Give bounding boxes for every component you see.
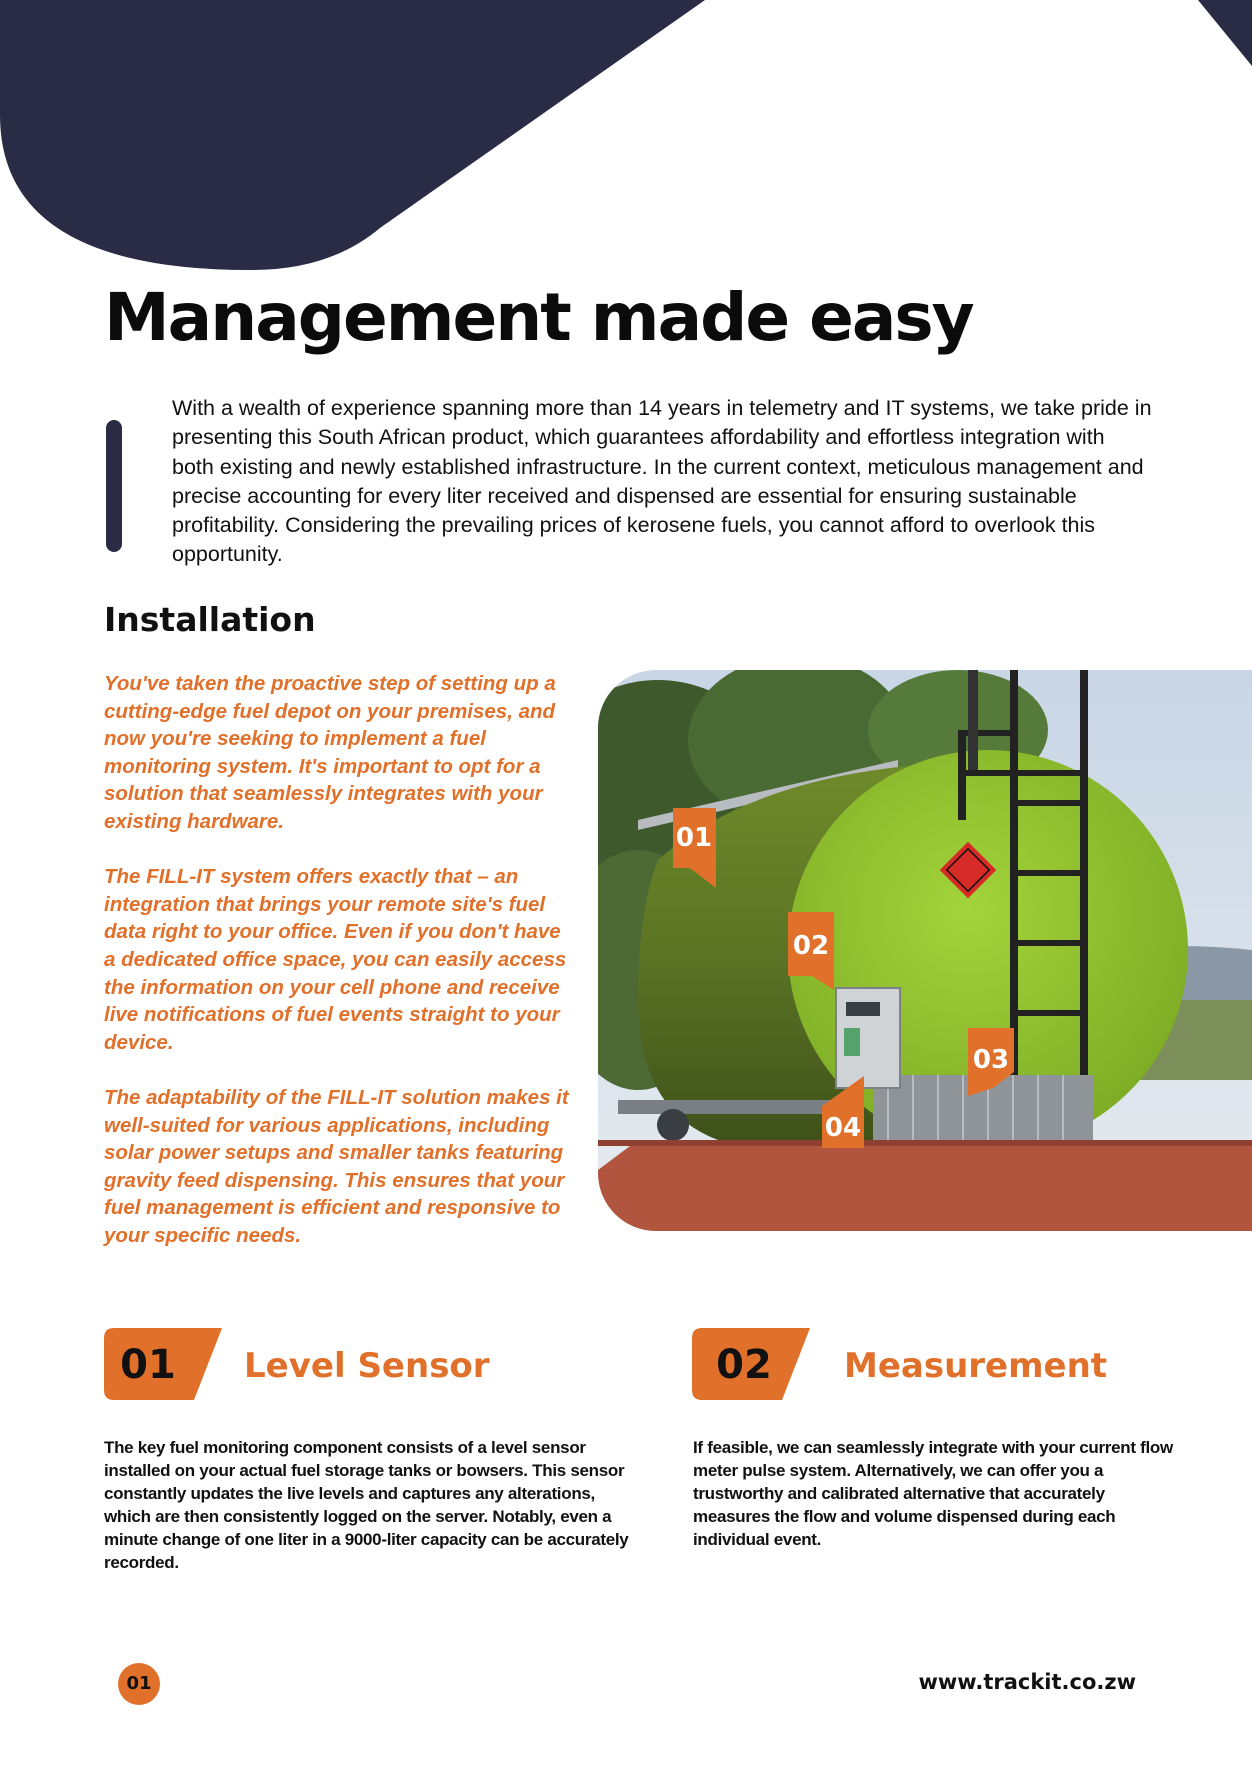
installation-paragraph: The adaptability of the FILL-IT solution makes it well-suited for various applications, including solar power setups and smaller tanks featuring gravity feed dispensing. This ensures that your fuel management is efficient and responsive to your specific needs.: [104, 1085, 569, 1247]
svg-text:03: 03: [972, 1045, 1010, 1075]
feature-title-measurement: Measurement: [844, 1346, 1108, 1386]
intro-accent-bar: [106, 420, 122, 552]
intro-paragraph: With a wealth of experience spanning more than 14 years in telemetry and IT systems, we take pride in presenting this South African product, which guarantees affordability and effortless integration with both existing and newly established infrastructure. In the current context, meticulous management and precise accounting for every liter received and dispensed are essential for ensuring sustainable profitability. Considering the prevailing prices of kerosene fuels, you cannot afford to overlook this opportunity.: [172, 396, 1152, 567]
installation-paragraph: The FILL-IT system offers exactly that – an integration that brings your remote site's fuel data right to your office. Even if you don't have a dedicated office space, you can easily access the information on your cell phone and receive live notifications of fuel events straight to your device.: [104, 865, 567, 1054]
fuel-tank-illustration: [598, 670, 1252, 1231]
installation-paragraph: You've taken the proactive step of setting up a cutting-edge fuel depot on your premises, and now you're seeking to implement a fuel monitoring system. It's important to opt for a solution that seamlessly integrates with your existing hardware.: [104, 672, 556, 833]
svg-text:02: 02: [792, 931, 830, 961]
feature-number-badge: [692, 1328, 810, 1400]
header-corner-shape: [0, 0, 1252, 280]
feature-title-level-sensor: Level Sensor: [244, 1346, 490, 1386]
installation-heading: Installation: [104, 600, 316, 639]
svg-text:04: 04: [824, 1113, 862, 1143]
website-url: www.trackit.co.zw: [918, 1670, 1136, 1694]
page-number-badge: 01: [118, 1663, 160, 1705]
feature-text-measurement: If feasible, we can seamlessly integrate with your current flow meter pulse system. Alternatively, we can offer you a trustworthy and calibrated alternative that accurately measures the flow and volume dispensed during each individual event.: [693, 1438, 1173, 1550]
svg-text:01: 01: [675, 823, 713, 853]
svg-text:02: 02: [716, 1342, 772, 1388]
feature-number-badge: [104, 1328, 222, 1400]
fuel-tank-photo: [598, 670, 1252, 1231]
svg-text:01: 01: [120, 1342, 176, 1388]
page-title: Management made easy: [104, 279, 973, 356]
installation-text: [104, 670, 574, 1277]
feature-text-level-sensor: The key fuel monitoring component consists of a level sensor installed on your actual fuel storage tanks or bowsers. This sensor constantly updates the live levels and captures any alterations, which are then consistently logged on the server. Notably, even a minute change of one liter in a 9000-liter capacity can be accurately recorded.: [104, 1438, 629, 1573]
